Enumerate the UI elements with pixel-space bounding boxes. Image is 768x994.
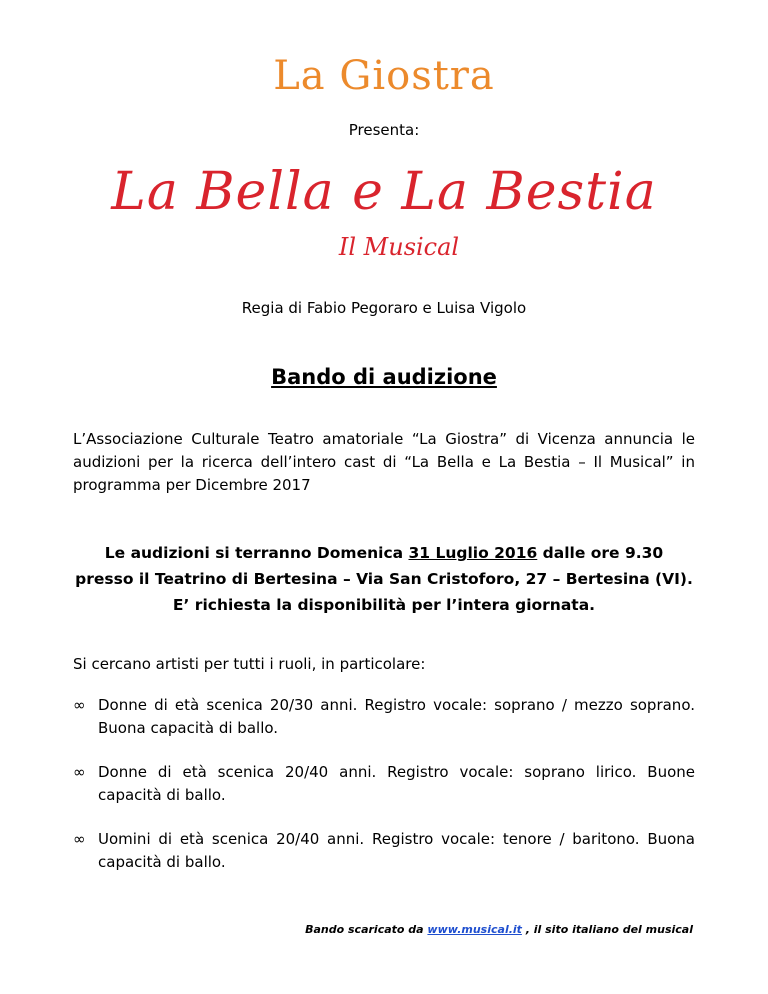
presenta-label: Presenta: bbox=[348, 121, 420, 139]
infinity-bullet-icon: ∞ bbox=[73, 763, 86, 781]
audition-date: 31 Luglio 2016 bbox=[408, 544, 538, 562]
roles-list bbox=[73, 694, 695, 874]
show-subtitle: Il Musical bbox=[338, 233, 460, 261]
notice-text-start: Le audizioni si terranno Domenica bbox=[104, 544, 409, 562]
director-credits: Regia di Fabio Pegoraro e Luisa Vigolo bbox=[241, 299, 527, 317]
show-title: La Bella e La Bestia bbox=[111, 162, 657, 222]
role-text: Donne di età scenica 20/40 anni. Registro vocale: soprano lirico. Buone capacità di ballo. bbox=[98, 763, 695, 804]
roles-intro: Si cercano artisti per tutti i ruoli, in particolare: bbox=[73, 655, 426, 673]
infinity-bullet-icon: ∞ bbox=[73, 696, 86, 714]
intro-paragraph: L’Associazione Culturale Teatro amatoriale “La Giostra” di Vicenza annuncia le audizioni per la ricerca dell’intero cast di “La Bella e La Bestia – Il Musical” in programma per Dicembre 2017 bbox=[73, 430, 695, 494]
list-item bbox=[73, 761, 695, 807]
audition-notice bbox=[73, 540, 695, 618]
footer-suffix: , il sito italiano del musical bbox=[521, 923, 693, 936]
logo-la-giostra: La Giostra bbox=[273, 53, 495, 99]
section-title: Bando di audizione bbox=[271, 365, 497, 389]
notice-text-end: dalle ore 9.30 presso il Teatrino di Bertesina – Via San Cristoforo, 27 – Bertesina (VI). E’ richiesta la disponibilità per l’intera giornata. bbox=[75, 544, 693, 614]
infinity-bullet-icon: ∞ bbox=[73, 830, 86, 848]
role-text: Uomini di età scenica 20/40 anni. Registro vocale: tenore / baritono. Buona capacità di ballo. bbox=[98, 830, 695, 871]
footer-prefix: Bando scaricato da bbox=[305, 923, 428, 936]
footer-source bbox=[0, 922, 693, 938]
list-item bbox=[73, 828, 695, 874]
list-item bbox=[73, 694, 695, 740]
role-text: Donne di età scenica 20/30 anni. Registro vocale: soprano / mezzo soprano. Buona capacità di ballo. bbox=[98, 696, 695, 737]
musical-it-link[interactable]: www.musical.it bbox=[427, 923, 522, 936]
